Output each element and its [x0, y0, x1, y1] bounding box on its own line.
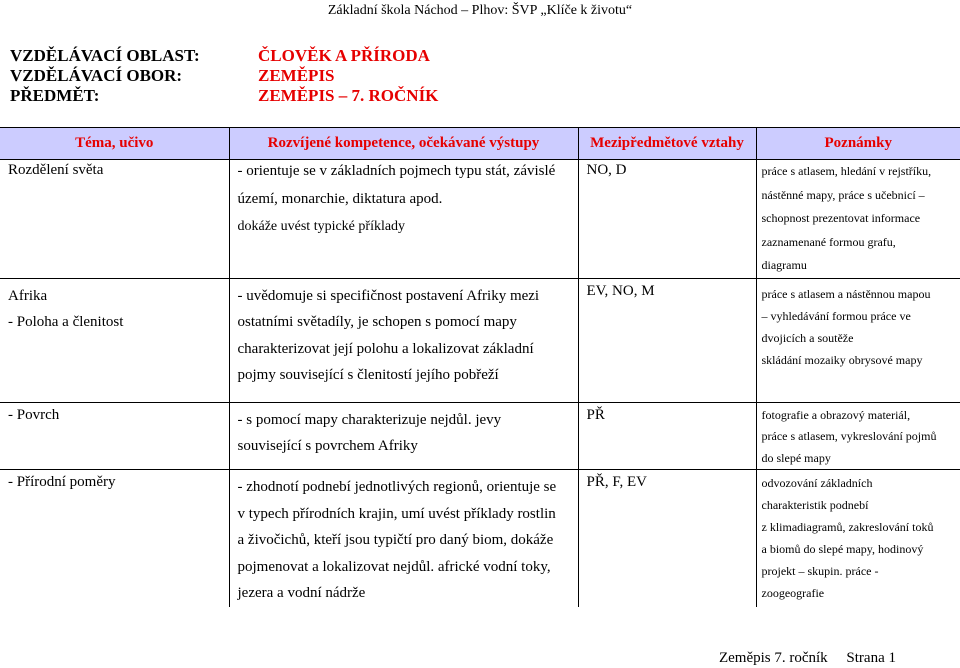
column-header: Téma, učivo — [0, 128, 229, 160]
note-line: práce s atlasem a nástěnnou mapou — [761, 286, 931, 301]
topic-cell — [0, 470, 229, 607]
relations-cell — [578, 278, 756, 402]
meta-label: VZDĚLÁVACÍ OBOR: — [10, 66, 183, 85]
relations-cell — [578, 160, 756, 279]
relations-text: NO, D — [586, 162, 627, 178]
outcomes-cell — [229, 470, 578, 607]
meta-value: ČLOVĚK A PŘÍRODA — [258, 46, 430, 65]
note-line: z klimadiagramů, zakreslování toků — [761, 520, 934, 534]
outcome-line: související s povrchem Afriky — [237, 437, 418, 454]
topic-cell — [0, 278, 229, 402]
note-line: práce s atlasem, vykreslování pojmů — [761, 429, 937, 443]
meta-value: ZEMĚPIS — [258, 66, 335, 85]
note-line: fotografie a obrazový materiál, — [761, 407, 911, 422]
note-line: schopnost prezentovat informace — [761, 211, 921, 225]
topic-text: - Poloha a členitost — [8, 313, 124, 330]
page-footer: Zeměpis 7. ročník Strana 1 — [718, 650, 896, 666]
note-line: projekt – skupin. práce - — [761, 564, 879, 578]
notes-cell — [756, 278, 960, 402]
table-row — [0, 278, 960, 402]
meta-row-area — [10, 46, 438, 66]
outcomes-cell — [229, 402, 578, 470]
page-header: Základní škola Náchod – Plhov: ŠVP „Klíče k životu“ — [327, 3, 633, 18]
subject-meta — [10, 46, 438, 106]
outcome-line: - zhodnotí podnebí jednotlivých regionů, orientuje se — [237, 479, 557, 495]
note-line: – vyhledávání formou práce ve — [761, 308, 911, 323]
note-line: zoogeografie — [761, 586, 825, 600]
outcome-line: území, monarchie, diktatura apod. — [237, 191, 443, 207]
outcomes-cell — [229, 278, 578, 402]
topic-text: - Povrch — [8, 406, 60, 423]
relations-text: PŘ, F, EV — [586, 474, 647, 490]
table-header-row — [0, 128, 960, 160]
note-line: diagramu — [761, 258, 807, 272]
note-line: zaznamenané formou grafu, — [761, 234, 896, 249]
relations-cell — [578, 402, 756, 470]
outcome-line: ostatními světadíly, je schopen s pomocí mapy — [237, 314, 517, 330]
outcome-line: v typech přírodních krajin, umí uvést příklady rostlin — [237, 505, 556, 522]
meta-label: PŘEDMĚT: — [10, 86, 100, 105]
note-line: charakteristik podnebí — [761, 498, 869, 512]
meta-label: VZDĚLÁVACÍ OBLAST: — [10, 46, 200, 65]
outcome-line: pojmenovat a lokalizovat nejdůl. africké vodní toky, — [237, 558, 551, 575]
note-line: a biomů do slepé mapy, hodinový — [761, 542, 924, 556]
note-line: práce s atlasem, hledání v rejstříku, — [761, 164, 932, 178]
relations-text: PŘ — [586, 406, 605, 423]
meta-row-subject — [10, 86, 438, 106]
outcome-line: dokáže uvést typické příklady — [237, 219, 406, 234]
topic-text: Rozdělení světa — [8, 162, 104, 178]
table-row — [0, 160, 960, 279]
note-line: odvozování základních — [761, 476, 873, 490]
outcome-line: a živočichů, kteří jsou typičtí pro daný biom, dokáže — [237, 532, 554, 548]
outcome-line: - uvědomuje si specifičnost postavení Afriky mezi — [237, 287, 540, 304]
outcome-line: jezera a vodní nádrže — [237, 585, 366, 601]
outcome-line: - orientuje se v základních pojmech typu stát, závislé — [237, 163, 556, 179]
meta-row-field — [10, 66, 438, 86]
notes-cell — [756, 402, 960, 470]
relations-cell — [578, 470, 756, 607]
curriculum-table — [0, 127, 960, 607]
notes-cell — [756, 470, 960, 607]
column-header: Mezipředmětové vztahy — [578, 128, 756, 160]
topic-cell — [0, 402, 229, 470]
note-line: do slepé mapy — [761, 450, 831, 465]
note-line: skládání mozaiky obrysové mapy — [761, 352, 923, 367]
table-row — [0, 402, 960, 470]
note-line: dvojicích a soutěže — [761, 330, 854, 345]
topic-cell — [0, 160, 229, 279]
column-header: Rozvíjené kompetence, očekávané výstupy — [229, 128, 578, 160]
column-header: Poznámky — [756, 128, 960, 160]
outcome-line: charakterizovat její polohu a lokalizovat základní — [237, 340, 534, 357]
outcomes-cell — [229, 160, 578, 279]
notes-cell — [756, 160, 960, 279]
note-line: nástěnné mapy, práce s učebnicí – — [761, 187, 925, 202]
table-row — [0, 470, 960, 607]
topic-text: - Přírodní poměry — [8, 474, 116, 490]
topic-text: Afrika — [8, 287, 48, 304]
outcome-line: - s pomocí mapy charakterizuje nejdůl. jevy — [237, 411, 502, 428]
relations-text: EV, NO, M — [586, 282, 655, 299]
outcome-line: pojmy související s členitostí jejího pobřeží — [237, 367, 499, 383]
meta-value: ZEMĚPIS – 7. ROČNÍK — [258, 86, 439, 105]
